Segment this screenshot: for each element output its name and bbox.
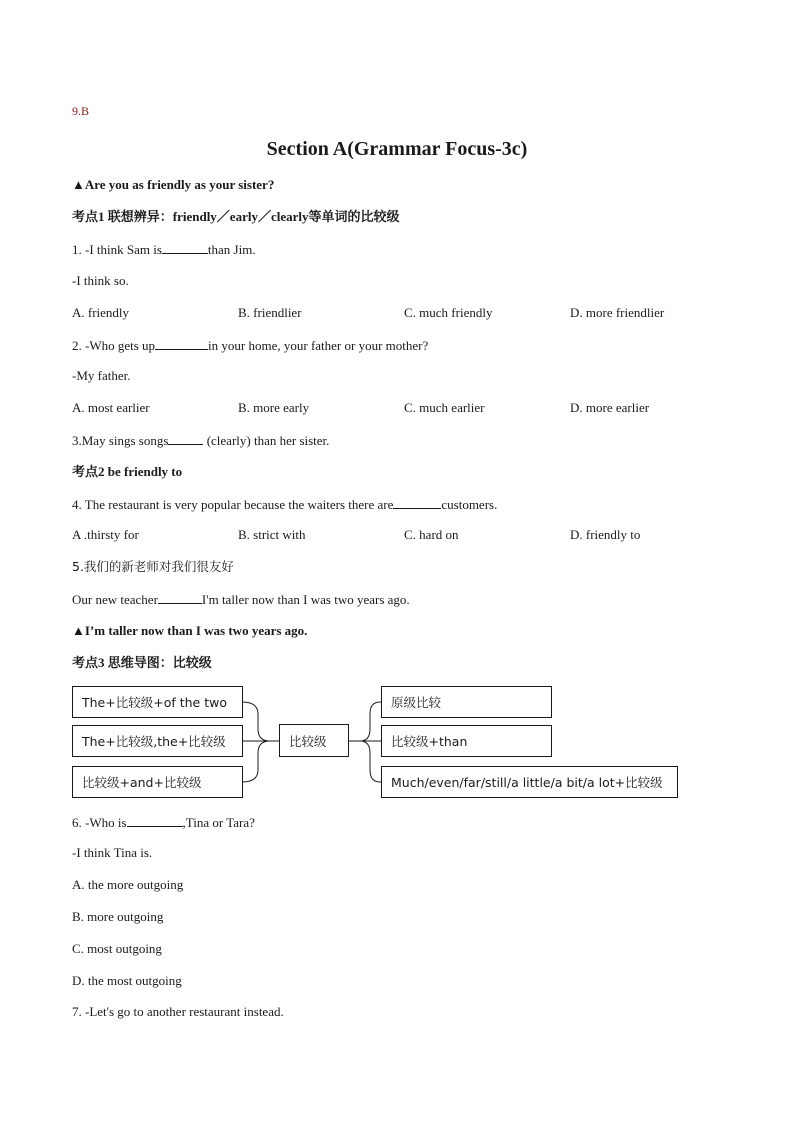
- connector-left-bottom: [242, 741, 270, 782]
- question-2-reply: -My father.: [72, 368, 131, 383]
- point-2-heading: 考点2 be friendly to: [72, 464, 183, 479]
- question-3-tail: (clearly) than her sister.: [203, 433, 330, 448]
- question-1-reply: -I think so.: [72, 273, 129, 288]
- question-5-prompt: 5.我们的新老师对我们很友好: [72, 559, 234, 574]
- option-c: C. most outgoing: [72, 941, 162, 956]
- option-a: A. friendly: [72, 305, 130, 320]
- point-1-heading: 考点1 联想辨异：friendly／early／clearly等单词的比较级: [72, 209, 400, 224]
- heading-taller: ▲I’m taller now than I was two years ago.: [72, 623, 308, 638]
- option-a: A .thirsty for: [72, 527, 139, 542]
- connector-left-top: [242, 702, 279, 741]
- mindmap-node-right-1: 原级比较: [381, 686, 552, 718]
- question-5-tail: I'm taller now than I was two years ago.: [201, 592, 410, 607]
- mindmap-node-left-3: 比较级+and+比较级: [72, 766, 243, 798]
- option-a: A. most earlier: [72, 400, 150, 415]
- option-c: C. much earlier: [404, 400, 485, 415]
- question-6-tail: ,Tina or Tara?: [182, 815, 255, 830]
- mindmap-node-right-3: Much/even/far/still/a little/a bit/a lot+比较级: [381, 766, 678, 798]
- option-d: D. more friendlier: [570, 305, 665, 320]
- option-b: B. more outgoing: [72, 909, 164, 924]
- connector-right-bottom: [360, 741, 382, 782]
- question-4-stem: 4. The restaurant is very popular because the waiters there are: [72, 497, 394, 512]
- option-d: D. the most outgoing: [72, 973, 182, 988]
- option-d: D. friendly to: [570, 527, 641, 542]
- answer-blank: [127, 814, 183, 827]
- question-6-reply: -I think Tina is.: [72, 845, 153, 860]
- mindmap-node-left-1: The+比较级+of the two: [72, 686, 243, 718]
- option-a: A. the more outgoing: [72, 877, 184, 892]
- question-2-tail: in your home, your father or your mother?: [208, 338, 429, 353]
- option-c: C. hard on: [404, 527, 459, 542]
- page-label: 9.B: [72, 104, 90, 118]
- mindmap-node-left-2: The+比较级,the+比较级: [72, 725, 243, 757]
- question-3-stem: 3.May sings songs: [72, 433, 169, 448]
- point-3-heading: 考点3 思维导图：比较级: [72, 655, 212, 670]
- mindmap-center-node: 比较级: [279, 724, 349, 757]
- question-1-stem: 1. -I think Sam is: [72, 242, 162, 257]
- question-6-stem: 6. -Who is: [72, 815, 127, 830]
- option-c: C. much friendly: [404, 305, 493, 320]
- option-d: D. more earlier: [570, 400, 650, 415]
- option-b: B. friendlier: [238, 305, 302, 320]
- question-5-stem: Our new teacher: [72, 592, 158, 607]
- section-title: Section A(Grammar Focus-3c): [266, 138, 528, 160]
- connector-right-top: [349, 702, 382, 741]
- question-6: [72, 814, 255, 831]
- question-7: 7. -Let's go to another restaurant instead.: [72, 1004, 284, 1019]
- option-b: B. strict with: [238, 527, 306, 542]
- option-b: B. more early: [238, 400, 310, 415]
- question-1-tail: than Jim.: [207, 242, 256, 257]
- mindmap-node-right-2: 比较级+than: [381, 725, 552, 757]
- heading-friendly: ▲Are you as friendly as your sister?: [72, 177, 275, 192]
- question-4-tail: customers.: [441, 497, 498, 512]
- question-2-stem: 2. -Who gets up: [72, 338, 156, 353]
